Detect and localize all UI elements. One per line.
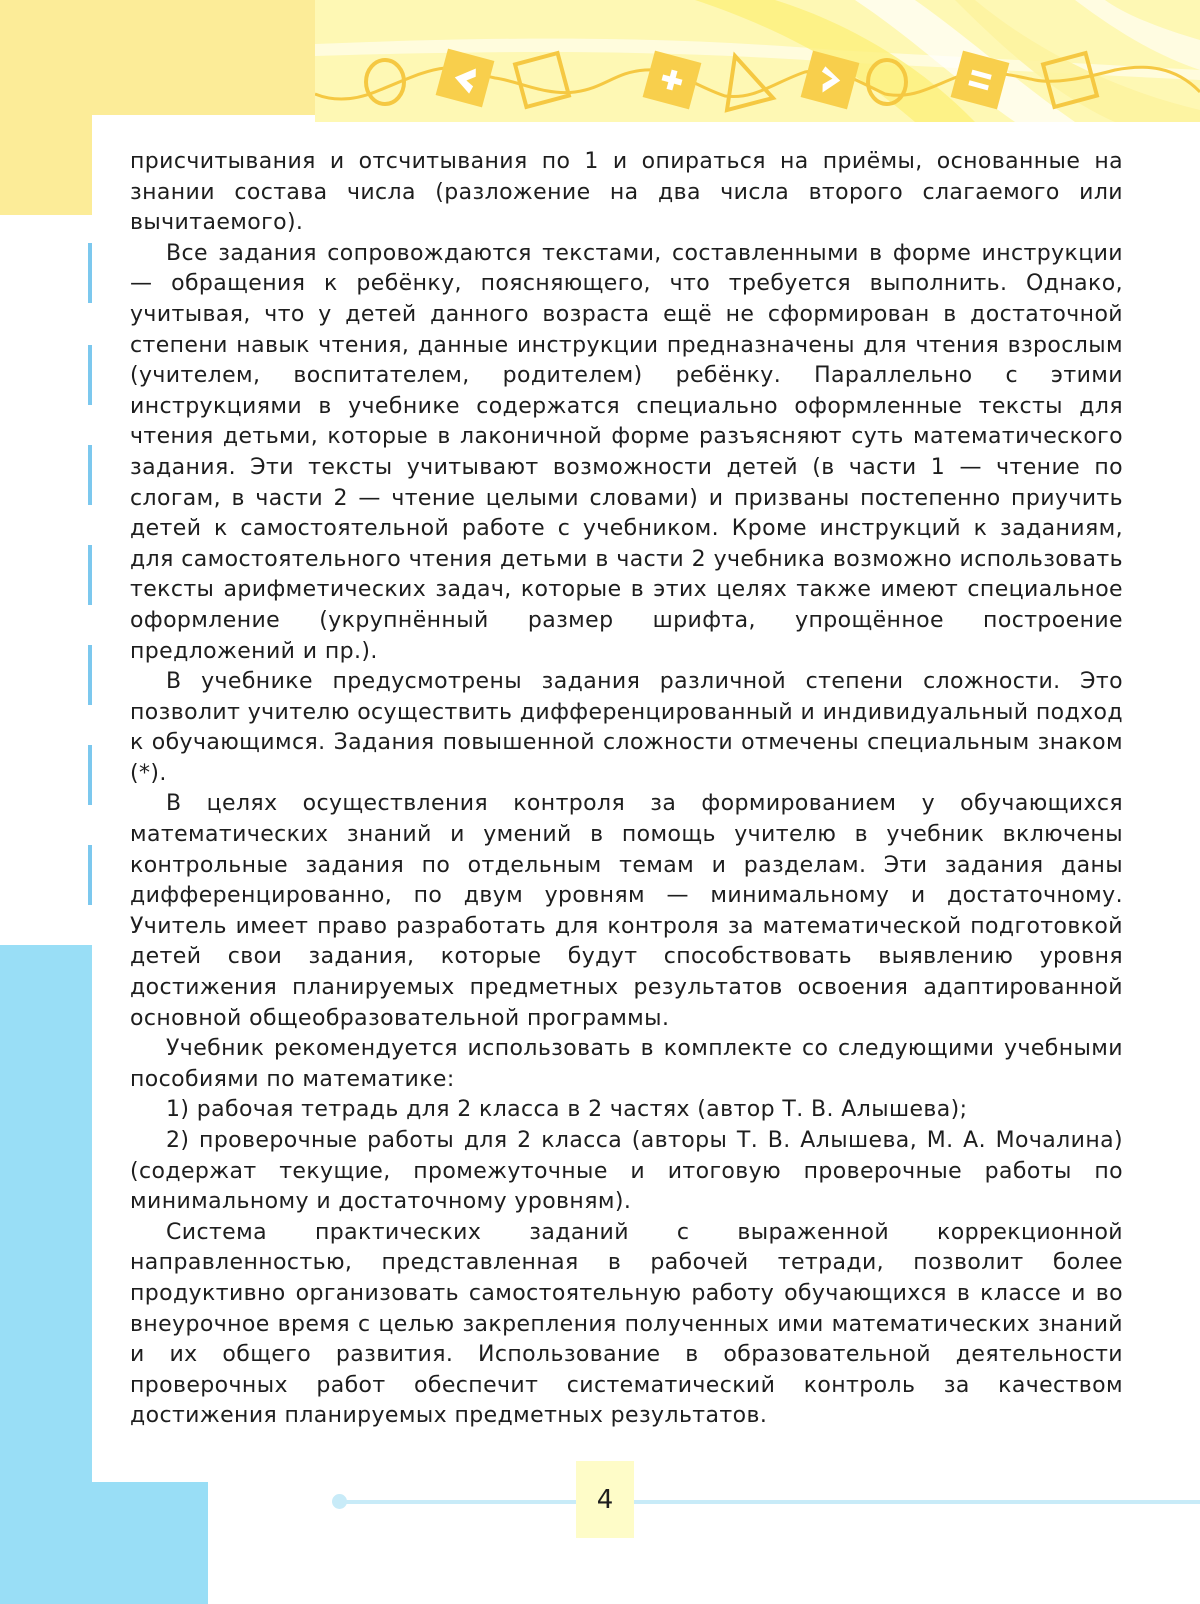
less-than-icon bbox=[436, 49, 495, 108]
square-icon bbox=[515, 53, 569, 107]
paragraph: Учебник рекомендуется использовать в комплекте со следующими учебными пособиями по математике: bbox=[130, 1036, 1123, 1092]
margin-bar bbox=[88, 645, 92, 705]
corner-yellow-block bbox=[0, 0, 315, 115]
margin-bar bbox=[88, 445, 92, 505]
header-banner bbox=[315, 0, 1200, 122]
paragraph: Система практических заданий с выраженной коррекционной направленностью, представленная в рабочей тетради, позволит более продуктивно организовать самостоятельную работу обучающихся в классе и во внеурочное время с целью закрепления полученных ими математических знаний и их общего развития. Использование в образовательной деятельности проверочных работ обеспечит систематический контроль за качеством достижения планируемых предметных результатов. bbox=[130, 1219, 1123, 1429]
margin-bar bbox=[88, 243, 92, 303]
footer-line-right bbox=[634, 1500, 1200, 1504]
triangle-icon bbox=[727, 56, 773, 110]
banner-decoration bbox=[315, 0, 1200, 122]
margin-bar bbox=[88, 845, 92, 905]
list-item: 2) проверочные работы для 2 класса (авторы Т. В. Алышева, М. А. Мочалина) (содержат текущие, промежуточные и итоговую проверочные работы по минимальному и достаточному уровням). bbox=[130, 1128, 1123, 1215]
margin-bar bbox=[88, 545, 92, 605]
page-number: 4 bbox=[576, 1461, 634, 1538]
paragraph: В учебнике предусмотрены задания различной степени сложности. Это позволит учителю осуществить дифференцированный и индивидуальный подход к обучающимся. Задания повышенной сложности отмечены специальным знаком (*). bbox=[130, 669, 1123, 786]
left-blue-bottom-block bbox=[0, 1482, 208, 1604]
paragraph: В целях осуществления контроля за формированием у обучающихся математических знаний и умений в помощь учителю в учебник включены контрольные задания по отдельным темам и разделам. Эти задания даны дифференцированно, по двум уровням — минимальному и достаточному. Учитель имеет право разработать для контроля за математической подготовкой детей свои задания, которые будут способствовать выявлению уровня достижения планируемых предметных результатов освоения адаптированной основной общеобразовательной программы. bbox=[130, 791, 1123, 1031]
footer-line-left bbox=[340, 1500, 576, 1504]
paragraph: присчитывания и отсчитывания по 1 и опираться на приёмы, основанные на знании состава числа (разложение на два числа второго слагаемого или вычитаемого). bbox=[130, 149, 1123, 236]
list-item: 1) рабочая тетрадь для 2 класса в 2 частях (автор Т. В. Алышева); bbox=[166, 1097, 968, 1123]
plus-icon bbox=[643, 51, 702, 110]
paragraph: Все задания сопровождаются текстами, составленными в форме инструкции — обращения к ребёнку, поясняющего, что требуется выполнить. Однако, учитывая, что у детей данного возраста ещё не сформирован в достаточной степени навык чтения, данные инструкции предназначены для чтения взрослым (учителем, воспитателем, родителем) ребёнку. Параллельно с этими инструкциями в учебнике содержатся специально оформленные тексты для чтения детьми, которые в лаконичной форме разъясняют суть математического задания. Эти тексты учитывают возможности детей (в части 1 — чтение по слогам, в части 2 — чтение целыми словами) и призваны постепенно приучить детей к самостоятельной работе с учебником. Кроме инструкций к заданиям, для самостоятельного чтения детьми в части 2 учебника возможно использовать тексты арифметических задач, которые в этих целях также имеют специальное оформление (укрупнённый размер шрифта, упрощённое построение предложений и пр.). bbox=[130, 240, 1123, 664]
body-text bbox=[130, 147, 1123, 1432]
swoosh-white-3 bbox=[1075, 0, 1200, 70]
margin-bar bbox=[88, 745, 92, 805]
margin-bar bbox=[88, 345, 92, 405]
